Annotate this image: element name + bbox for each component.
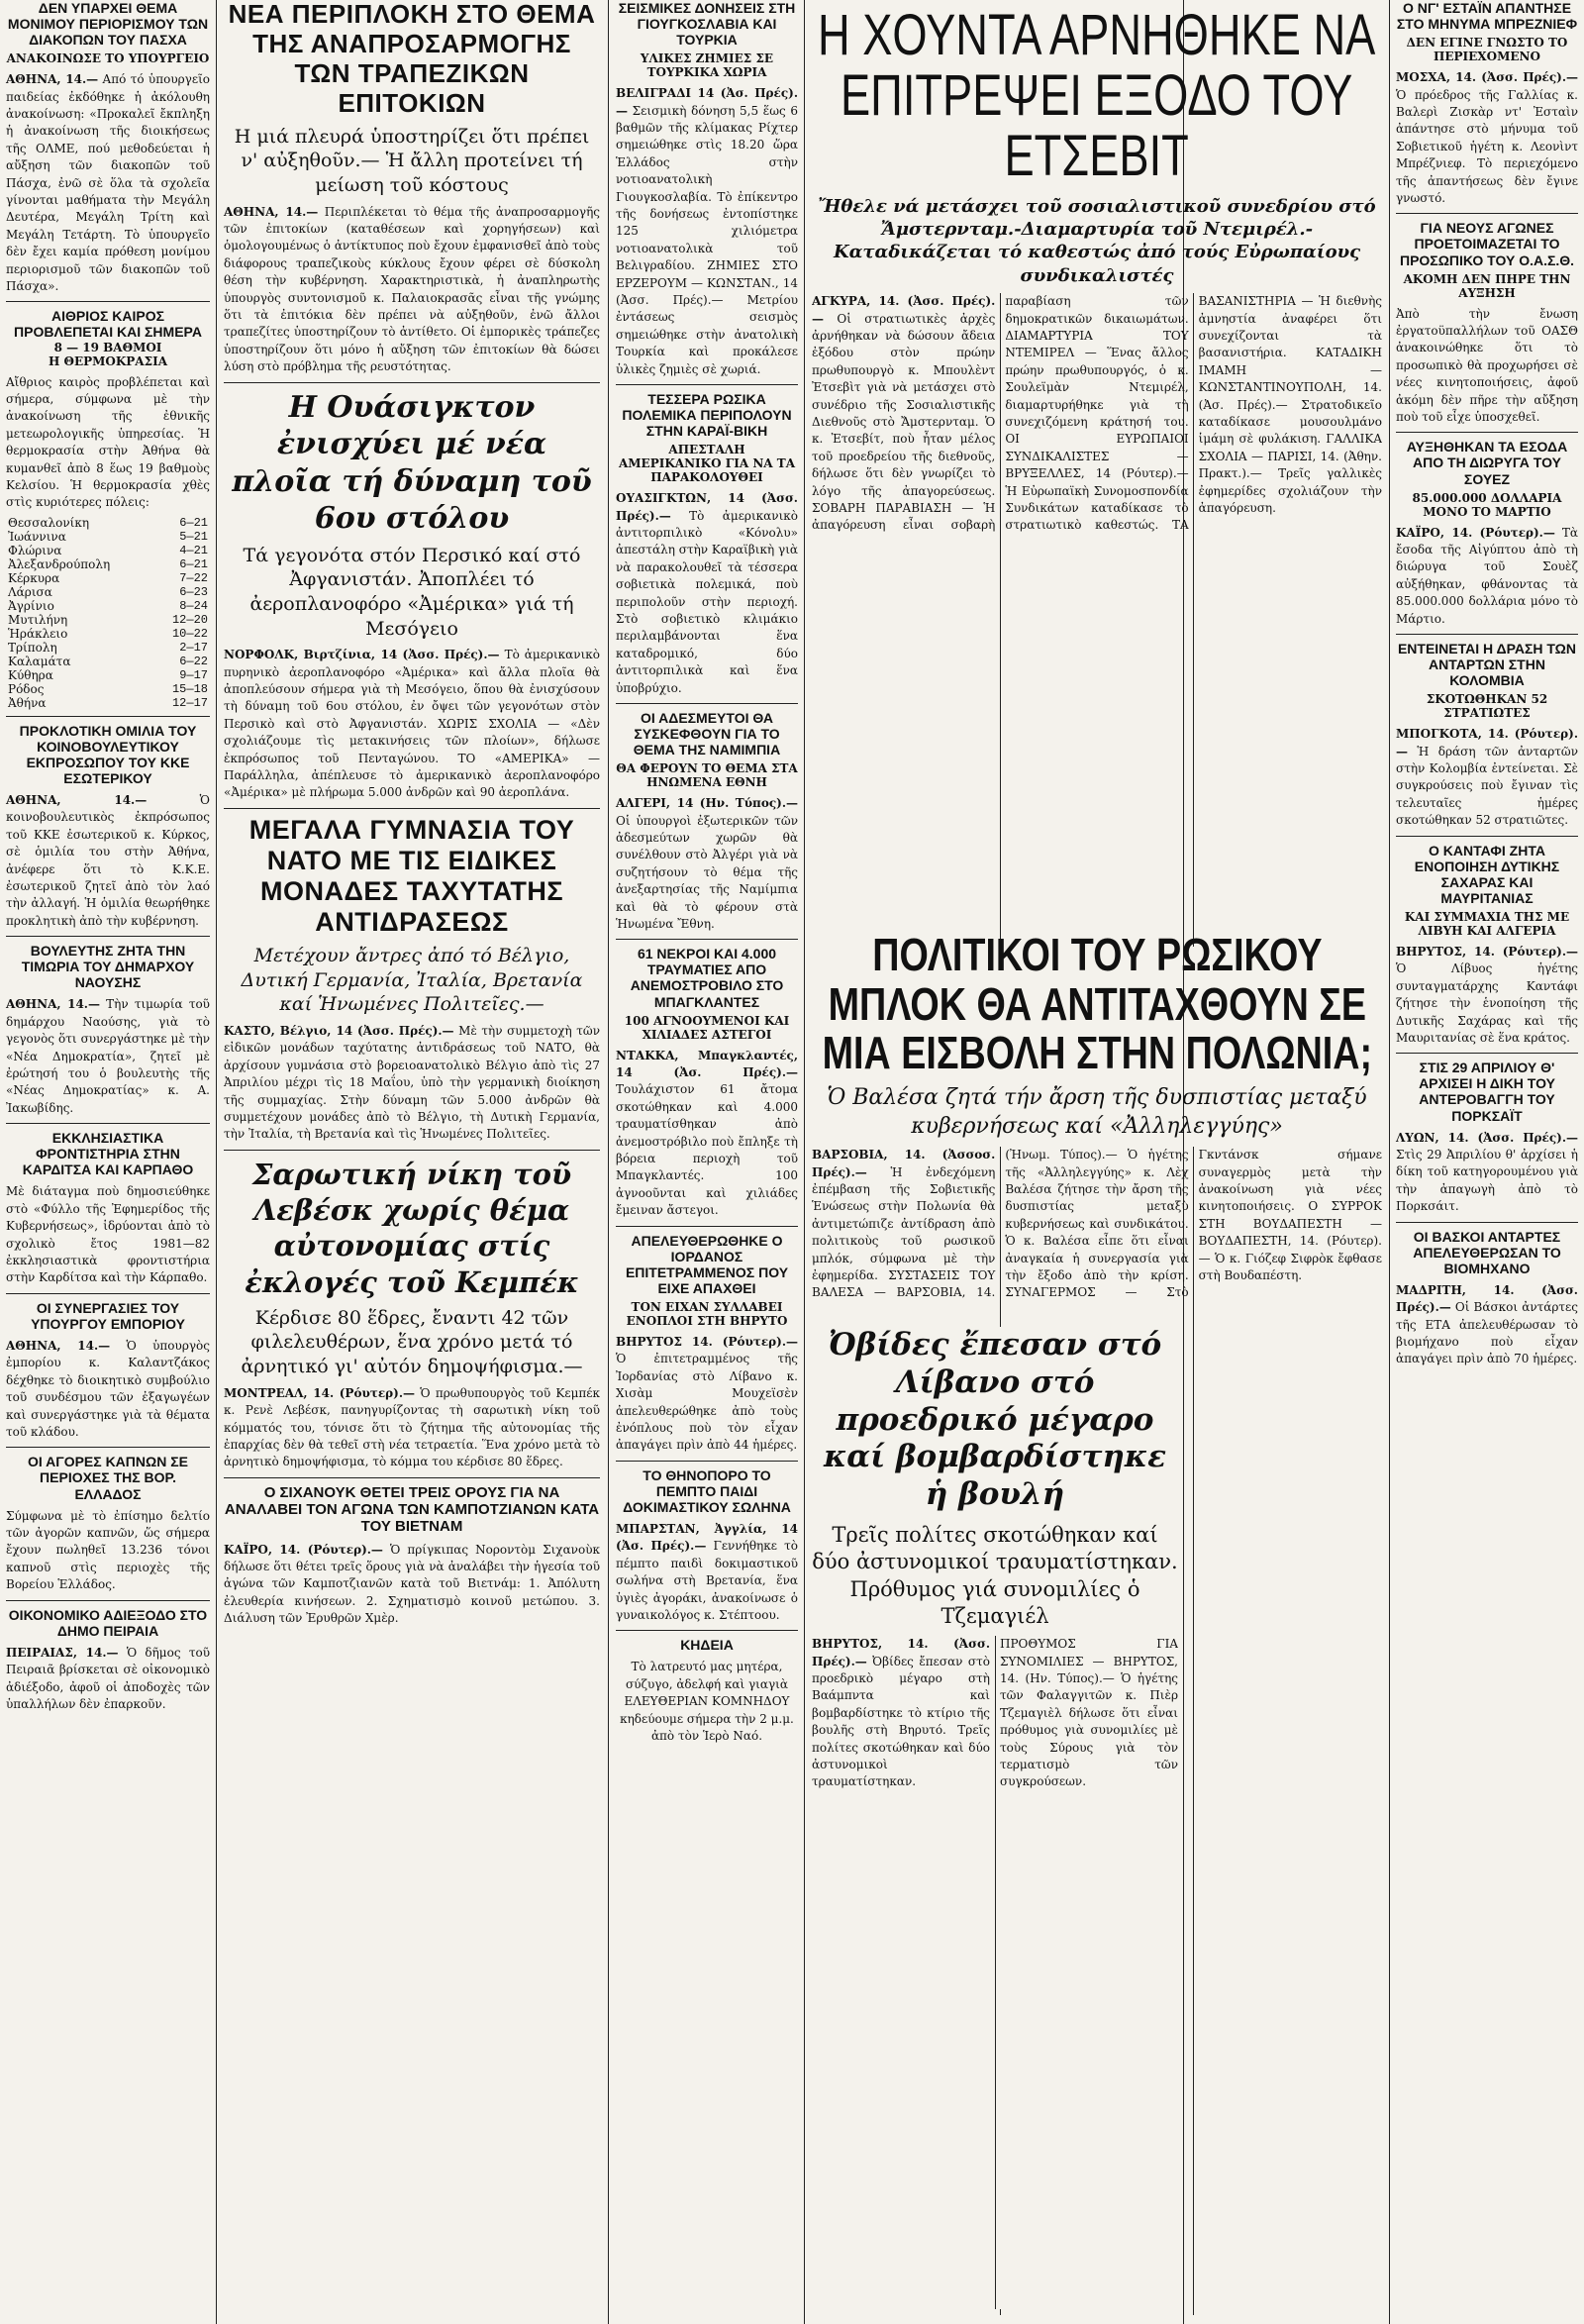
subheadline: ΑΚΟΜΗ ΔΕΝ ΠΗΡΕ ΤΗΝ ΑΥΞΗΣΗ: [1403, 271, 1571, 300]
lebanon-headline: Ὀβίδες ἔπεσαν στό Λίβανο στό προεδρικό μέγαρο καί βομβαρδίστηκε ἡ βουλή: [824, 1327, 1166, 1513]
headline: ΑΙΘΡΙΟΣ ΚΑΙΡΟΣ ΠΡΟΒΛΕΠΕΤΑΙ ΚΑΙ ΣΗΜΕΡΑ: [14, 308, 202, 341]
article-body: ΜΠΑΡΣΤΑΝ, Ἀγγλία, 14 (Ἀσ. Πρές).— Γεννήθηκε τὸ πέμπτο παιδὶ δοκιμαστικοῦ σωλήνα στὴ Βρετανία, ἕνα ὑγιὲς ἀγοράκι, ἀνακοίνωσε ὁ γυναικολόγος κ. Στέπτοου.: [616, 1521, 798, 1622]
headline: Ο ΚΑΝΤΑΦΙ ΖΗΤΑ ΕΝΟΠΟΙΗΣΗ ΔΥΤΙΚΗΣ ΣΑΧΑΡΑΣ ΚΑΙ ΜΑΥΡΙΤΑΝΙΑΣ: [1414, 842, 1560, 906]
headline: ΜΕΓΑΛΑ ΓΥΜΝΑΣΙΑ ΤΟΥ ΝΑΤΟ ΜΕ ΤΙΣ ΕΙΔΙΚΕΣ ΜΟΝΑΔΕΣ ΤΑΧΥΤΑΤΗΣ ΑΝΤΙΔΡΑΣΕΩΣ: [248, 814, 575, 937]
subheadline: 8 — 19 ΒΑΘΜΟΙ: [53, 340, 162, 354]
temp-row: Θεσσαλονίκη 6—21: [8, 515, 208, 530]
temp-row: Καλαμάτα 6—22: [8, 654, 208, 668]
temp-row: Ἀλεξανδρούπολη 6—21: [8, 556, 208, 571]
subheadline: ΘΑ ΦΕΡΟΥΝ ΤΟ ΘΕΜΑ ΣΤΑ ΗΝΩΜΕΝΑ ΕΘΝΗ: [616, 761, 798, 790]
article-jordan-diplomat: [616, 1233, 798, 1455]
temp-row: Ἰωάννινα 5—21: [8, 529, 208, 544]
lead-subheadline: Ἤθελε νά μετάσχει τοῦ σοσιαλιστικοῦ συνεδρίου στό Ἄμστερνταμ.-Διαμαρτυρία τοῦ Ντεμιρέλ.-Καταδικάζεται τό καθεστώς ἀπό τούς Εὐρωπαίους συνδικαλιστές: [818, 195, 1376, 286]
article-suez: [1396, 439, 1578, 628]
headline: ΟΙ ΑΔΕΣΜΕΥΤΟΙ ΘΑ ΣΥΣΚΕΦΘΟΥΝ ΓΙΑ ΤΟ ΘΕΜΑ ΤΗΣ ΝΑΜΙΜΠΙΑ: [633, 709, 781, 758]
article-colombia: [1396, 641, 1578, 830]
article-body: Τὸ λατρευτό μας μητέρα, σύζυγο, ἀδελφή καὶ γιαγιὰ ΕΛΕΥΘΕΡΙΑΝ ΚΟΜΝΗΔΟΥ κηδεύουμε σήμερα τὴν 2 μ.μ. ἀπὸ τὸν Ἱερὸ Ναό.: [620, 1660, 794, 1743]
article-naousa-mayor: [6, 943, 210, 1117]
headline: ΑΥΞΗΘΗΚΑΝ ΤΑ ΕΣΟΔΑ ΑΠΟ ΤΗ ΔΙΩΡΥΓΑ ΤΟΥ ΣΟΥΕΖ: [1406, 439, 1568, 487]
article-body: Αἴθριος καιρὸς προβλέπεται καὶ σήμερα, σύμφωνα μὲ τὴν ἀνακοίνωση τῆς ἐθνικῆς μετεωρολογικῆς ὑπηρεσίας. Ἡ θερμοκρασία στὴν Ἀθήνα θὰ κυμανθεῖ ἀπὸ 8 ἕως 19 βαθμοὺς Κελσίου. Ἡ θερμοκρασία χθὲς στὶς κυριότερες πόλεις:: [6, 374, 210, 510]
article-kke-speech: [6, 723, 210, 931]
subheadline: ΔΕΝ ΕΓΙΝΕ ΓΝΩΣΤΟ ΤΟ ΠΕΡΙΕΧΟΜΕΝΟ: [1406, 36, 1568, 64]
article-funeral: [616, 1637, 798, 1745]
subheadline: Τά γεγονότα στόν Περσικό καί στό Ἀφγανιστάν. Ἀποπλέει τό ἀεροπλανοφόρο «Ἀμέρικα» γιά τή Μεσόγειο: [243, 544, 581, 640]
headline: ΣΕΙΣΜΙΚΕΣ ΔΟΝΗΣΕΙΣ ΣΤΗ ΓΙΟΥΓΚΟΣΛΑΒΙΑ ΚΑΙ ΤΟΥΡΚΙΑ: [618, 0, 796, 49]
lebanon-body: ΒΗΡΥΤΟΣ, 14. (Ἀσσ. Πρές).— Ὀβίδες ἔπεσαν στὸ προεδρικὸ μέγαρο στὴ Βαάμπντα καὶ βομβαρδίστηκε τὸ κτίριο τῆς βουλῆς στὴ Βηρυτό. Τρεῖς πολίτες σκοτώθηκαν καὶ δύο ἀστυνομικοὶ τραυματίστηκαν. ΠΡΟΘΥΜΟΣ ΓΙΑ ΣΥΝΟΜΙΛΙΕΣ — ΒΗΡΥΤΟΣ, 14. (Ην. Τύπος).— Ὁ ἡγέτης τῶν Φαλαγγιτῶν κ. Πιὲρ Τζεμαγιὲλ δήλωσε ὅτι εἶναι πρόθυμος γιὰ συνομιλίες μὲ τοὺς Σύρους γιὰ τὸν τερματισμὸ τῶν συγκρούσεων.: [812, 1637, 1178, 1789]
article-bangladesh: [616, 946, 798, 1219]
article-soviet-warships: [616, 391, 798, 697]
article-body: ΑΘΗΝΑ, 14.— Ὁ κοινοβουλευτικὸς ἐκπρόσωπος τοῦ ΚΚΕ ἐσωτερικοῦ κ. Κύρκος, σὲ ὁμιλία του στὴν Ἀθήνα, ἀνέφερε ὅτι τὸ Κ.Κ.Ε. ἐσωτερικοῦ ζητεῖ ἀπὸ τὸν λαό τὴν ἀλλαγή. Ἡ ὁμιλία θεωρήθηκε προκλητικὴ ἀπὸ τὴν κυβέρνηση.: [6, 793, 210, 928]
article-body: Μὲ διάταγμα ποὺ δημοσιεύθηκε στὸ «Φύλλο τῆς Ἐφημερίδος τῆς Κυβερνήσεως», ἱδρύονται ἀπὸ τὸ σχολικὸ ἔτος 1981—82 ἐκκλησιαστικὰ φροντιστήρια στὴν Καρδίτσα καὶ τὴν Κάρπαθο.: [6, 1184, 210, 1285]
temperature-table: [6, 516, 210, 710]
article-body: ΜΠΟΓΚΟΤΑ, 14. (Ρόυτερ).— Ἡ δράση τῶν ἀνταρτῶν στὴν Κολομβία ἐντείνεται. Σὲ συγκρούσεις ποὺ ἔγιναν τὶς τελευταῖες ἡμέρες σκοτώθηκαν 52 στρατιῶτες.: [1396, 727, 1578, 828]
article-body: ΑΘΗΝΑ, 14.— Ὁ ὑπουργὸς ἐμπορίου κ. Καλαντζάκος δέχθηκε τὸ διοικητικὸ συμβούλιο τοῦ συνδέσμου τῶν ἐξαγωγέων καὶ συνεργάστηκε γιὰ τὰ θέματα τοῦ κλάδου.: [6, 1339, 210, 1439]
poland-body: ΒΑΡΣΟΒΙΑ, 14. (Ἀσσοσ. Πρές).— Ἡ ἐνδεχόμενη ἐπέμβαση τῆς Σοβιετικῆς Ἑνώσεως στὴν Πολωνία θὰ ἀντιμετώπιζε ἀντίδραση ἀπὸ πολιτικοὺς τοῦ ρωσικοῦ μπλόκ, σύμφωνα μὲ τὴν ἐφημερίδα. ΣΥΣΤΑΣΕΙΣ ΤΟΥ ΒΑΛΕΣΑ — ΒΑΡΣΟΒΙΑ, 14. (Ἠνωμ. Τύπος).— Ὁ ἡγέτης τῆς «Ἀλληλεγγύης» κ. Λὲχ Βαλέσα ζήτησε τὴν ἄρση τῆς δυσπιστίας μεταξὺ κυβερνήσεως καὶ συνδικάτου. Ὁ κ. Βαλέσα εἶπε ὅτι εἶναι ἀναγκαία ἡ συνεργασία γιὰ τὴν ἔξοδο ἀπὸ τὴν κρίση. ΣΥΝΑΓΕΡΜΟΣ — Στὸ Γκντάνσκ σήμανε συναγερμὸς μετὰ τὴν ἀνακοίνωση γιὰ νέες κινητοποιήσεις. Ο ΣΥΡΡΟΚ ΣΤΗ ΒΟΥΔΑΠΕΣΤΗ — ΒΟΥΔΑΠΕΣΤΗ, 14. (Ρόυτερ).— Ὁ κ. Γιόζεφ Σιφρὸκ ἔφθασε στὴ Βουδαπέστη.: [812, 1148, 1382, 1300]
subheadline: Κέρδισε 80 ἕδρες, ἔναντι 42 τῶν φιλελευθέρων, ἕνα χρόνο μετά τό ἀρνητικό γι' αὐτόν δημοψήφισμα.—: [241, 1306, 583, 1378]
headline: ΟΙ ΑΓΟΡΕΣ ΚΑΠΝΩΝ ΣΕ ΠΕΡΙΟΧΕΣ ΤΗΣ ΒΟΡ. ΕΛΛΑΔΟΣ: [28, 1454, 188, 1502]
article-nonaligned: [616, 710, 798, 933]
subheadline: Η μιά πλευρά ὑποστηρίζει ὅτι πρέπει ν' αὐξηθοῦν.— Ἡ ἄλλη προτείνει τή μείωση τοῦ κόστους: [234, 125, 590, 196]
article-church-schools: [6, 1130, 210, 1287]
subheadline: ΚΑΙ ΣΥΜΜΑΧΙΑ ΤΗΣ ΜΕ ΛΙΒΥΗ ΚΑΙ ΑΛΓΕΡΙΑ: [1404, 909, 1570, 938]
headline: ΣΤΙΣ 29 ΑΠΡΙΛΙΟΥ Θ' ΑΡΧΙΣΕΙ Η ΔΙΚΗ ΤΟΥ ΑΝΤΕΡΟΒΑΓΓΗ ΤΟΥ ΠΟΡΚΣΑΪΤ: [1419, 1060, 1555, 1124]
article-gaddafi: [1396, 843, 1578, 1048]
temp-row: Μυτιλήνη 12—20: [8, 612, 208, 627]
column-7: [1396, 0, 1578, 1374]
lead-headline: Η ΧΟΥΝΤΑ ΑΡΝΗΘΗΚΕ ΝΑ ΕΠΙΤΡΕΨΕΙ ΕΞΟΔΟ ΤΟΥ ΕΤΣΕΒΙΤ: [818, 3, 1376, 188]
article-body: ΠΕΙΡΑΙΑΣ, 14.— Ὁ δῆμος τοῦ Πειραιᾶ βρίσκεται σὲ οἰκονομικὸ ἀδιέξοδο, ἀφοῦ οἱ ἀποδοχὲς τῶν ὑπαλλήλων δὲν ἐπαρκοῦν.: [6, 1645, 210, 1711]
subheadline: ΣΚΟΤΩΘΗΚΑΝ 52 ΣΤΡΑΤΙΩΤΕΣ: [1426, 692, 1548, 721]
headline: ΚΗΔΕΙΑ: [680, 1637, 734, 1654]
article-body: Σύμφωνα μὲ τὸ ἐπίσημο δελτίο τῶν ἀγορῶν καπνῶν, ὥς σήμερα ἔχουν πωληθεῖ 13.236 τόνοι καπνοῦ στὶς περιοχὲς τῆς Βορείου Ἑλλάδος.: [6, 1508, 210, 1592]
article-easter-holidays: [6, 0, 210, 295]
headline: ΓΙΑ ΝΕΟΥΣ ΑΓΩΝΕΣ ΠΡΟΕΤΟΙΜΑΖΕΤΑΙ ΤΟ ΠΡΟΣΩΠΙΚΟ ΤΟΥ Ο.Α.Σ.Θ.: [1399, 220, 1575, 268]
article-body: ΚΑΪΡΟ, 14. (Ρόυτερ).— Ὁ πρίγκιπας Νοροντὸμ Σιχανοὺκ δήλωσε ὅτι θέτει τρεῖς ὅρους γιὰ νὰ ἀναλάβει τὴν ἡγεσία τοῦ ἀγώνα τῶν Καμποτζιανῶν κατὰ τοῦ Βιετνάμ: 1. Ἀπόλυτη ἐλευθερία κινήσεων. 2. Σχηματισμὸ κοινοῦ μετώπου. 3. Διάλυση τῶν Ἐρυθρῶν Χμὲρ.: [224, 1542, 600, 1626]
article-body: ΒΗΡΥΤΟΣ 14. (Ρόυτερ).— Ὁ ἐπιτετραμμένος τῆς Ἰορδανίας στὸ Λίβανο κ. Χισὰμ Μουχεϊσὲν ἀπελευθερώθηκε ἀπὸ τοὺς ἐνόπλους ποὺ τὸν εἶχαν ἀπαγάγει πρὶν ἀπὸ 44 ἡμέρες.: [616, 1334, 798, 1453]
article-body: Ἀπὸ τὴν ἔνωση ἐργατοϋπαλλήλων τοῦ ΟΑΣΘ ἀνακοινώθηκε ὅτι τὸ προσωπικὸ θὰ προχωρήσει σὲ νέες κινητοποιήσεις, ἀφοῦ ἀκόμη δὲν πῆρε τὴν αὔξηση ποὺ τοῦ εἶχε ὑποσχεθεῖ.: [1396, 306, 1578, 424]
article-body: ΑΘΗΝΑ, 14.— Από τό ὑπουργεῖο παιδείας ἐκδόθηκε ἡ ἀκόλουθη ἀνακοίνωση: «Προκαλεῖ ἔκπληξη ἡ ἀνακοίνωση τῆς διοικήσεως τῆς ΟΛΜΕ, πού μεθοδεύεται ἡ αὔξηση τῶν διακοπῶν τοῦ Πάσχα, ἐνῶ σὲ ὅλα τὰ σχολεῖα γίνονται μαθήματα τὴν Μεγάλη Δευτέρα, Μεγάλη Τρίτη καὶ Μεγάλη Τετάρτη. Τὸ ὑπουργεῖο δὲν ἔχει καμία πρόθεση μονίμου περιορισμοῦ τῶν διακοπῶν τοῦ Πάσχα».: [6, 72, 210, 293]
article-body: ΑΘΗΝΑ, 14.— Τὴν τιμωρία τοῦ δημάρχου Ναούσης, γιὰ τὸ γεγονὸς ὅτι συνεργάστηκε μὲ τὴν «Νέα Δημοκρατία», ζητεῖ μὲ ἐρώτησή του ὁ βουλευτὴς τῆς «Νέας Δημοκρατίας» κ. Α. Ἰακωβίδης.: [6, 997, 210, 1115]
article-body: ΚΑΣΤΟ, Βέλγιο, 14 (Ἀσσ. Πρές).— Μὲ τὴν συμμετοχὴ τῶν εἰδικῶν μονάδων ταχύτατης ἀντιδράσεως τοῦ ΝΑΤΟ, θὰ ἀρχίσουν γυμνάσια στὸ βορειοανατολικὸ Βέλγιο ἀπὸ τὶς 27 Ἀπριλίου μέχρι τὶς 18 Μαΐου, ὑπὸ τὴν γερμανικὴ διοίκηση τῆς συμμαχίας. Στὴν δύναμη τῶν 5.000 ἀνδρῶν θὰ συμμετέχουν μονάδες ἀπὸ τὸ Βέλγιο, τὴ Δυτικὴ Γερμανία, τὴν Ἰταλία, τὴ Βρετανία καὶ τὶς Ἡνωμένες Πολιτεῖες.: [224, 1024, 600, 1142]
article-body: ΑΘΗΝΑ, 14.— Περιπλέκεται τὸ θέμα τῆς ἀναπροσαρμογῆς τῶν ἐπιτοκίων (καταθέσεων καὶ χορηγήσεων) καὶ ὁμολογουμένως ὁ ἀντίκτυπος ποὺ ἔχουν ἐμφανισθεῖ ἀπὸ τοὺς διάφορους τραπεζικοὺς κύκλους ἔχουν φέρει σὲ δύσκολη θέση τὴν κυβέρνηση. Χαρακτηριστικὰ, ἡ ἀναπληρωτὴς ὑπουργὸς συντονισμοῦ κ. Παλαιοκρασᾶς εἶναι τῆς γνώμης ὅτι τὰ ἐπιτόκια δὲν πρέπει νὰ αὐξηθοῦν, ἐνῶ ἄλλοι τραπεζίτες ὑποστηρίζουν τὸ ἀντίθετο. Οἱ ἐμπορικὲς τράπεζες ὑποστηρίζουν ὅτι μόνο ἡ αὔξηση τῶν ἐπιτοκίων θὰ δώσει λύση στὸ πρόβλημα τῆς ρευστότητας.: [224, 204, 600, 374]
headline: ΟΙ ΣΥΝΕΡΓΑΣΙΕΣ ΤΟΥ ΥΠΟΥΡΓΟΥ ΕΜΠΟΡΙΟΥ: [31, 1299, 185, 1332]
subheadline: ΥΛΙΚΕΣ ΖΗΜΙΕΣ ΣΕ ΤΟΥΡΚΙΚΑ ΧΩΡΙΑ: [640, 51, 774, 80]
temp-row: Τρίπολη 2—17: [8, 640, 208, 655]
subheadline: ΤΟΝ ΕΙΧΑΝ ΣΥΛΛΑΒΕΙ ΕΝΟΠΛΟΙ ΣΤΗ ΒΗΡΥΤΟ: [626, 1299, 788, 1328]
temp-row: Κέρκυρα 7—22: [8, 570, 208, 585]
article-basque: [1396, 1229, 1578, 1368]
headline: ΤΕΣΣΕΡΑ ΡΩΣΙΚΑ ΠΟΛΕΜΙΚΑ ΠΕΡΙΠΟΛΟΥΝ ΣΤΗΝ ΚΑΡΑΪ-ΒΙΚΗ: [622, 390, 792, 440]
article-body: ΑΛΓΕΡΙ, 14 (Ην. Τύπος).— Οἱ ὑπουργοὶ ἐξωτερικῶν τῶν ἀδεσμεύτων χωρῶν θὰ συνέλθουν στὸ Ἀλγέρι γιὰ νὰ συζητήσουν τὸ θέμα τῆς ἀνεξαρτησίας τῆς Ναμίμπια καὶ θὰ τὸ φέρουν στὰ Ἡνωμένα Ἔθνη.: [616, 796, 798, 931]
temp-row: Ἡράκλειο 10—22: [8, 626, 208, 641]
headline: Ο ΝΓ' ΕΣΤΑΪΝ ΑΠΑΝΤΗΣΕ ΣΤΟ ΜΗΝΥΜΑ ΜΠΡΕΖΝΙΕΦ: [1396, 0, 1578, 33]
temp-row: Λάρισα 6—23: [8, 584, 208, 599]
article-body: ΒΗΡΥΤΟΣ, 14. (Ρόυτερ).— Ὁ Λίβυος ἡγέτης συνταγματάρχης Καντάφι ζήτησε τὴν ἑνοποίηση τῆς Δυτικῆς Σαχάρας καὶ τῆς Μαυριτανίας σὲ ἕνα κράτος.: [1396, 944, 1578, 1045]
headline: ΟΙΚΟΝΟΜΙΚΟ ΑΔΙΕΞΟΔΟ ΣΤΟ ΔΗΜΟ ΠΕΙΡΑΙΑ: [8, 1606, 208, 1639]
article-trial: [1396, 1060, 1578, 1215]
poland-subheadline: Ὁ Βαλέσα ζητά τήν ἄρση τῆς δυσπιστίας μεταξύ κυβερνήσεως καί «Ἀλληλεγγύης»: [827, 1085, 1367, 1139]
subheadline: ΑΠΕΣΤΑΛΗ ΑΜΕΡΙΚΑΝΙΚΟ ΓΙΑ ΝΑ ΤΑ ΠΑΡΑΚΟΛΟΥΘΕΙ: [618, 443, 796, 485]
article-piraeus: [6, 1607, 210, 1714]
article-sixth-fleet: [224, 389, 600, 802]
article-quebec-elections: [224, 1157, 600, 1471]
headline: Η Ουάσιγκτον ἐνισχύει μέ νέα πλοῖα τή δύναμη τοῦ 6ου στόλου: [232, 389, 592, 537]
poland-headline: ΠΟΛΙΤΙΚΟΙ ΤΟΥ ΡΩΣΙΚΟΥ ΜΠΛΟΚ ΘΑ ΑΝΤΙΤΑΧΘΟΥΝ ΣΕ ΜΙΑ ΕΙΣΒΟΛΗ ΣΤΗΝ ΠΟΛΩΝΙΑ;: [822, 929, 1372, 1079]
article-weather: [6, 308, 210, 709]
column-3: [616, 0, 798, 1751]
temp-row: Ἀγρίνιο 8—24: [8, 598, 208, 613]
article-destaing: [1396, 0, 1578, 207]
column-2: [224, 0, 600, 1634]
article-bank-rates: [224, 0, 600, 376]
temp-row: Φλώρινα 4—21: [8, 543, 208, 557]
article-body: ΝΟΡΦΟΛΚ, Βιρτζίνια, 14 (Ἀσσ. Πρές).— Τὸ ἀμερικανικὸ πυρηνικὸ ἀεροπλανοφόρο «Ἀμέρικα» καὶ ἄλλα πλοῖα θὰ ἀποπλεύσουν σήμερα γιὰ τὴ Μεσόγειο, ὅπου θὰ ἐνισχύσουν τὴ δύναμη τοῦ 6ου στόλου, ἐν ὄψει τῶν γεγονότων στὸν Περσικὸ καὶ στὸ Ἀφγανιστάν. ΧΩΡΙΣ ΣΧΟΛΙΑ — «Δὲν σχολιάζουμε τὶς μετακινήσεις τῶν πλοίων», δήλωσε ἐκπρόσωπος τοῦ Πενταγώνου. ΤΟ «ΑΜΕΡΙΚΑ» — Παράλληλα, ἀπέπλευσε τὸ ἀμερικανικὸ ἀεροπλανοφόρο «Ἀμέρικα» μὲ πλήρωμα 5.000 ἀνδρῶν καὶ 90 ἀεροπλάνα.: [224, 648, 601, 800]
lead-story: [812, 3, 1382, 947]
article-body: ΒΕΛΙΓΡΑΔΙ 14 (Ἀσ. Πρές).— Σεισμικὴ δόνηση 5,5 ἕως 6 βαθμῶν τῆς κλίμακας Ρίχτερ σημειώθηκε στὶς 18.20 ὥρα Ἑλλάδος στὴν νοτιοανατολικὴ Γιουγκοσλαβία. Τὸ ἐπίκεντρο τῆς δονήσεως ἐντοπίστηκε 125 χιλιόμετρα νοτιοανατολικὰ τοῦ Βελιγραδίου. ΖΗΜΙΕΣ ΣΤΟ ΕΡΖΕΡΟΥΜ — ΚΩΝΣΤΑΝ., 14 (Ἀσσ. Πρές).— Μετρίου ἐντάσεως σεισμὸς σημειώθηκε στὴν ἀνατολικὴ Τουρκία καὶ προκάλεσε ὑλικὲς ζημιὲς σὲ χωριά.: [616, 86, 798, 376]
lebanon-subheadline: Τρεῖς πολίτες σκοτώθηκαν καί δύο ἀστυνομικοί τραυματίστηκαν. Πρόθυμος γιά συνομιλίες ὁ Τζεμαγιέλ: [812, 1523, 1178, 1628]
headline: 61 ΝΕΚΡΟΙ ΚΑΙ 4.000 ΤΡΑΥΜΑΤΙΕΣ ΑΠΟ ΑΝΕΜΟΣΤΡΟΒΙΛΟ ΣΤΟ ΜΠΑΓΚΛΑΝΤΕΣ: [630, 946, 784, 1010]
article-body: ΚΑΪΡΟ, 14. (Ρόυτερ).— Τὰ ἔσοδα τῆς Αἰγύπτου ἀπὸ τὴ διώρυγα τοῦ Σουὲζ αὐξήθηκαν, φθάνοντας τὰ 85.000.000 δολλάρια μόνο τὸ Μάρτιο.: [1396, 525, 1578, 626]
article-body: ΜΟΝΤΡΕΑΛ, 14. (Ρόυτερ).— Ὁ πρωθυπουργὸς τοῦ Κεμπέκ κ. Ρενὲ Λεβέσκ, πανηγυρίζοντας τὴ σαρωτικὴ νίκη τοῦ κόμματός του, τόνισε ὅτι τὸ ζήτημα τῆς αὐτονομίας τῆς ἐπαρχίας δὲν θὰ τεθεῖ στὴ νέα τετραετία. Ἕνα χρόνο μετὰ τὸ ἀρνητικὸ δημοψήφισμα, τὸ κόμμα του κέρδισε 80 ἕδρες.: [224, 1385, 600, 1469]
headline: ΠΡΟΚΛΟΤΙΚΗ ΟΜΙΛΙΑ ΤΟΥ ΚΟΙΝΟΒΟΥΛΕΥΤΙΚΟΥ ΕΚΠΡΟΣΩΠΟΥ ΤΟΥ ΚΚΕ ΕΣΩΤΕΡΙΚΟΥ: [19, 722, 197, 786]
headline: ΑΠΕΛΕΥΘΕΡΩΘΗΚΕ Ο ΙΟΡΔΑΝΟΣ ΕΠΙΤΕΤΡΑΜΜΕΝΟΣ ΠΟΥ ΕΙΧΕ ΑΠΑΧΘΕΙ: [625, 1232, 789, 1296]
lebanon-story: [812, 1327, 1178, 2309]
subheadline: ΑΝΑΚΟΙΝΩΣΕ ΤΟ ΥΠΟΥΡΓΕΙΟ: [6, 51, 210, 66]
temp-row: Ρόδος 15—18: [8, 681, 208, 696]
article-body: ΜΟΣΧΑ, 14. (Ἀσσ. Πρές).— Ὁ πρόεδρος τῆς Γαλλίας κ. Βαλερὶ Ζισκὰρ ντ' Ἐσταὶν ἀπάντησε στὸ μήνυμα τοῦ Σοβιετικοῦ ἡγέτη κ. Λεονὶντ Μπρέζνιεφ. Τὸ περιεχόμενο τῆς ἀπαντήσεως δὲν ἔγινε γνωστό.: [1396, 70, 1578, 205]
headline: ΟΙ ΒΑΣΚΟΙ ΑΝΤΑΡΤΕΣ ΑΠΕΛΕΥΘΕΡΩΣΑΝ ΤΟ ΒΙΟΜΗΧΑΝΟ: [1413, 1228, 1561, 1276]
article-commerce-minister: [6, 1300, 210, 1442]
column-1: [6, 0, 210, 1719]
temp-row: Κύθηρα 9—17: [8, 667, 208, 682]
headline: Σαρωτική νίκη τοῦ Λεβέσκ χωρίς θέμα αὐτονομίας στίς ἐκλογές τοῦ Κεμπέκ: [245, 1157, 579, 1299]
temp-row: Ἀθήνα 12—17: [8, 695, 208, 710]
article-body: ΛΥΩΝ, 14. (Ἀσσ. Πρές).— Στὶς 29 Ἀπριλίου θ' ἀρχίσει ἡ δίκη τοῦ κατηγορουμένου γιὰ τὴν ἀπαγωγὴ ἀπὸ τὸ Πορκσάιτ.: [1396, 1130, 1578, 1214]
headline: ΤΟ ΘΗΝΟΠΟΡΟ ΤΟ ΠΕΜΠΤΟ ΠΑΙΔΙ ΔΟΚΙΜΑΣΤΙΚΟΥ ΣΩΛΗΝΑ: [623, 1466, 791, 1515]
headline: ΔΕΝ ΥΠΑΡΧΕΙ ΘΕΜΑ ΜΟΝΙΜΟΥ ΠΕΡΙΟΡΙΣΜΟΥ ΤΩΝ ΔΙΑΚΟΠΩΝ ΤΟΥ ΠΑΣΧΑ: [7, 0, 209, 49]
subheadline: Η ΘΕΡΜΟΚΡΑΣΙΑ: [48, 354, 168, 368]
article-sihanouk: [224, 1484, 600, 1628]
article-nato-exercises: [224, 815, 600, 1144]
lead-body: ΑΓΚΥΡΑ, 14. (Ἀσσ. Πρές).— Οἱ στρατιωτικὲς ἀρχὲς ἀρνήθηκαν νὰ δώσουν ἄδεια ἐξόδου στὸν πρώην πρωθυπουργὸ κ. Μπουλὲντ Ἐτσεβὶτ γιὰ νὰ μετάσχει στὸ συνέδριο τῆς Σοσιαλιστικῆς Διεθνοῦς στὸ Ἄμστερνταμ. Ὁ κ. Ἐτσεβίτ, ποὺ ἦταν μέλος τοῦ προεδρείου τῆς διεθνοῦς, δήλωσε ὅτι δὲν γνωρίζει τὸ λόγο τῆς ἀπαγορεύσεως. ΣΟΒΑΡΗ ΠΑΡΑΒΙΑΣΗ — Ἡ ἀπαγόρευση εἶναι σοβαρὴ παραβίαση τῶν δημοκρατικῶν δικαιωμάτων. ΔΙΑΜΑΡΤΥΡΙΑ ΤΟΥ ΝΤΕΜΙΡΕΛ — Ἕνας ἄλλος πρώην πρωθυπουργός, ὁ κ. Σουλεϊμὰν Ντεμιρέλ, διαμαρτυρήθηκε γιὰ τὴ συνεχιζόμενη κράτησή του. ΟΙ ΕΥΡΩΠΑΙΟΙ ΣΥΝΔΙΚΑΛΙΣΤΕΣ — ΒΡΥΞΕΛΛΕΣ, 14 (Ρόυτερ).— Ἡ Εὐρωπαϊκὴ Συνομοσπονδία Συνδικάτων καταδίκασε τὸ στρατιωτικὸ καθεστώς. ΤΑ ΒΑΣΑΝΙΣΤΗΡΙΑ — Ἡ διεθνὴς ἀμνηστία ἀναφέρει ὅτι συνεχίζονται τὰ βασανιστήρια. ΚΑΤΑΔΙΚΗ ΙΜΑΜΗ — ΚΩΝΣΤΑΝΤΙΝΟΥΠΟΛΗ, 14. (Ἀσ. Πρές).— Στρατοδικεῖο καταδίκασε μουσουλμάνο ἱμάμη σὲ φυλάκιση. ΓΑΛΛΙΚΑ ΣΧΟΛΙΑ — ΠΑΡΙΣΙ, 14. (Ἀθην. Πρακτ.).— Τρεῖς γαλλικὲς ἐφημερίδες σχολιάζουν τὴν ἀπαγόρευση.: [812, 294, 1382, 533]
headline: ΕΚΚΛΗΣΙΑΣΤΙΚΑ ΦΡΟΝΤΙΣΤΗΡΙΑ ΣΤΗΝ ΚΑΡΔΙΤΣΑ ΚΑΙ ΚΑΡΠΑΘΟ: [22, 1130, 194, 1178]
headline: ΝΕΑ ΠΕΡΙΠΛΟΚΗ ΣΤΟ ΘΕΜΑ ΤΗΣ ΑΝΑΠΡΟΣΑΡΜΟΓΗΣ ΤΩΝ ΤΡΑΠΕΖΙΚΩΝ ΕΠΙΤΟΚΙΩΝ: [228, 0, 596, 118]
article-body: ΟΥΑΣΙΓΚΤΩΝ, 14 (Ἀσσ. Πρές).— Τὸ ἀμερικανικὸ ἀντιτορπιλικὸ «Κόνολυ» ἀπεστάλη στὴν Καραϊβικὴ γιὰ νὰ παρακολουθεῖ τὰ τέσσερα σοβιετικὰ πολεμικά, ποὺ περιπολοῦν στὴν περιοχή. Στὸ σοβιετικὸ κλιμάκιο περιλαμβάνονται ἕνα καταδρομικό, δύο ἀντιτορπιλικὰ καὶ ἕνα ὑποβρύχιο.: [616, 491, 798, 695]
subheadline: 100 ΑΓΝΟΟΥΜΕΝΟΙ ΚΑΙ ΧΙΛΙΑΔΕΣ ΑΣΤΕΓΟΙ: [624, 1013, 790, 1042]
article-body: ΝΤΑΚΚΑ, Μπαγκλαντές, 14 (Ἀσ. Πρές).— Τουλάχιστον 61 ἄτομα σκοτώθηκαν καὶ 4.000 τραυματίσθηκαν ἀπὸ ἀνεμοστρόβιλο ποὺ ἔπληξε τὴ βόρεια περιοχὴ τοῦ Μπαγκλαντές. 100 ἀγνοοῦνται καὶ χιλιάδες ἔμειναν ἄστεγοι.: [616, 1048, 798, 1218]
headline: Ο ΣΙΧΑΝΟΥΚ ΘΕΤΕΙ ΤΡΕΙΣ ΟΡΟΥΣ ΓΙΑ ΝΑ ΑΝΑΛΑΒΕΙ ΤΟΝ ΑΓΩΝΑ ΤΩΝ ΚΑΜΠΟΤΖΙΑΝΩΝ ΚΑΤΑ ΤΟΥ ΒΙΕΤΝΑΜ: [224, 1483, 600, 1536]
subheadline: 85.000.000 ΔΟΛΛΑΡΙΑ ΜΟΝΟ ΤΟ ΜΑΡΤΙΟ: [1412, 490, 1562, 519]
article-tobacco: [6, 1454, 210, 1593]
headline: ΕΝΤΕΙΝΕΤΑΙ Η ΔΡΑΣΗ ΤΩΝ ΑΝΤΑΡΤΩΝ ΣΤΗΝ ΚΟΛΟΜΒΙΑ: [1397, 640, 1577, 689]
article-earthquakes: [616, 0, 798, 378]
article-test-tube-baby: [616, 1467, 798, 1625]
subheadline: Μετέχουν ἄντρες ἀπό τό Βέλγιο, Δυτική Γερμανία, Ἰταλία, Βρετανία καί Ἡνωμένες Πολιτεῖες.—: [241, 944, 583, 1016]
article-oasth: [1396, 220, 1578, 426]
headline: ΒΟΥΛΕΥΤΗΣ ΖΗΤΑ ΤΗΝ ΤΙΜΩΡΙΑ ΤΟΥ ΔΗΜΑΡΧΟΥ ΝΑΟΥΣΗΣ: [21, 943, 195, 991]
article-body: ΜΑΔΡΙΤΗ, 14. (Ἀσσ. Πρές).— Οἱ Βάσκοι ἀντάρτες τῆς ΕΤΑ ἀπελευθέρωσαν τὸ βιομήχανο ποὺ εἶχαν ἀπαγάγει πρὶν ἀπὸ 70 ἡμέρες.: [1396, 1282, 1578, 1366]
